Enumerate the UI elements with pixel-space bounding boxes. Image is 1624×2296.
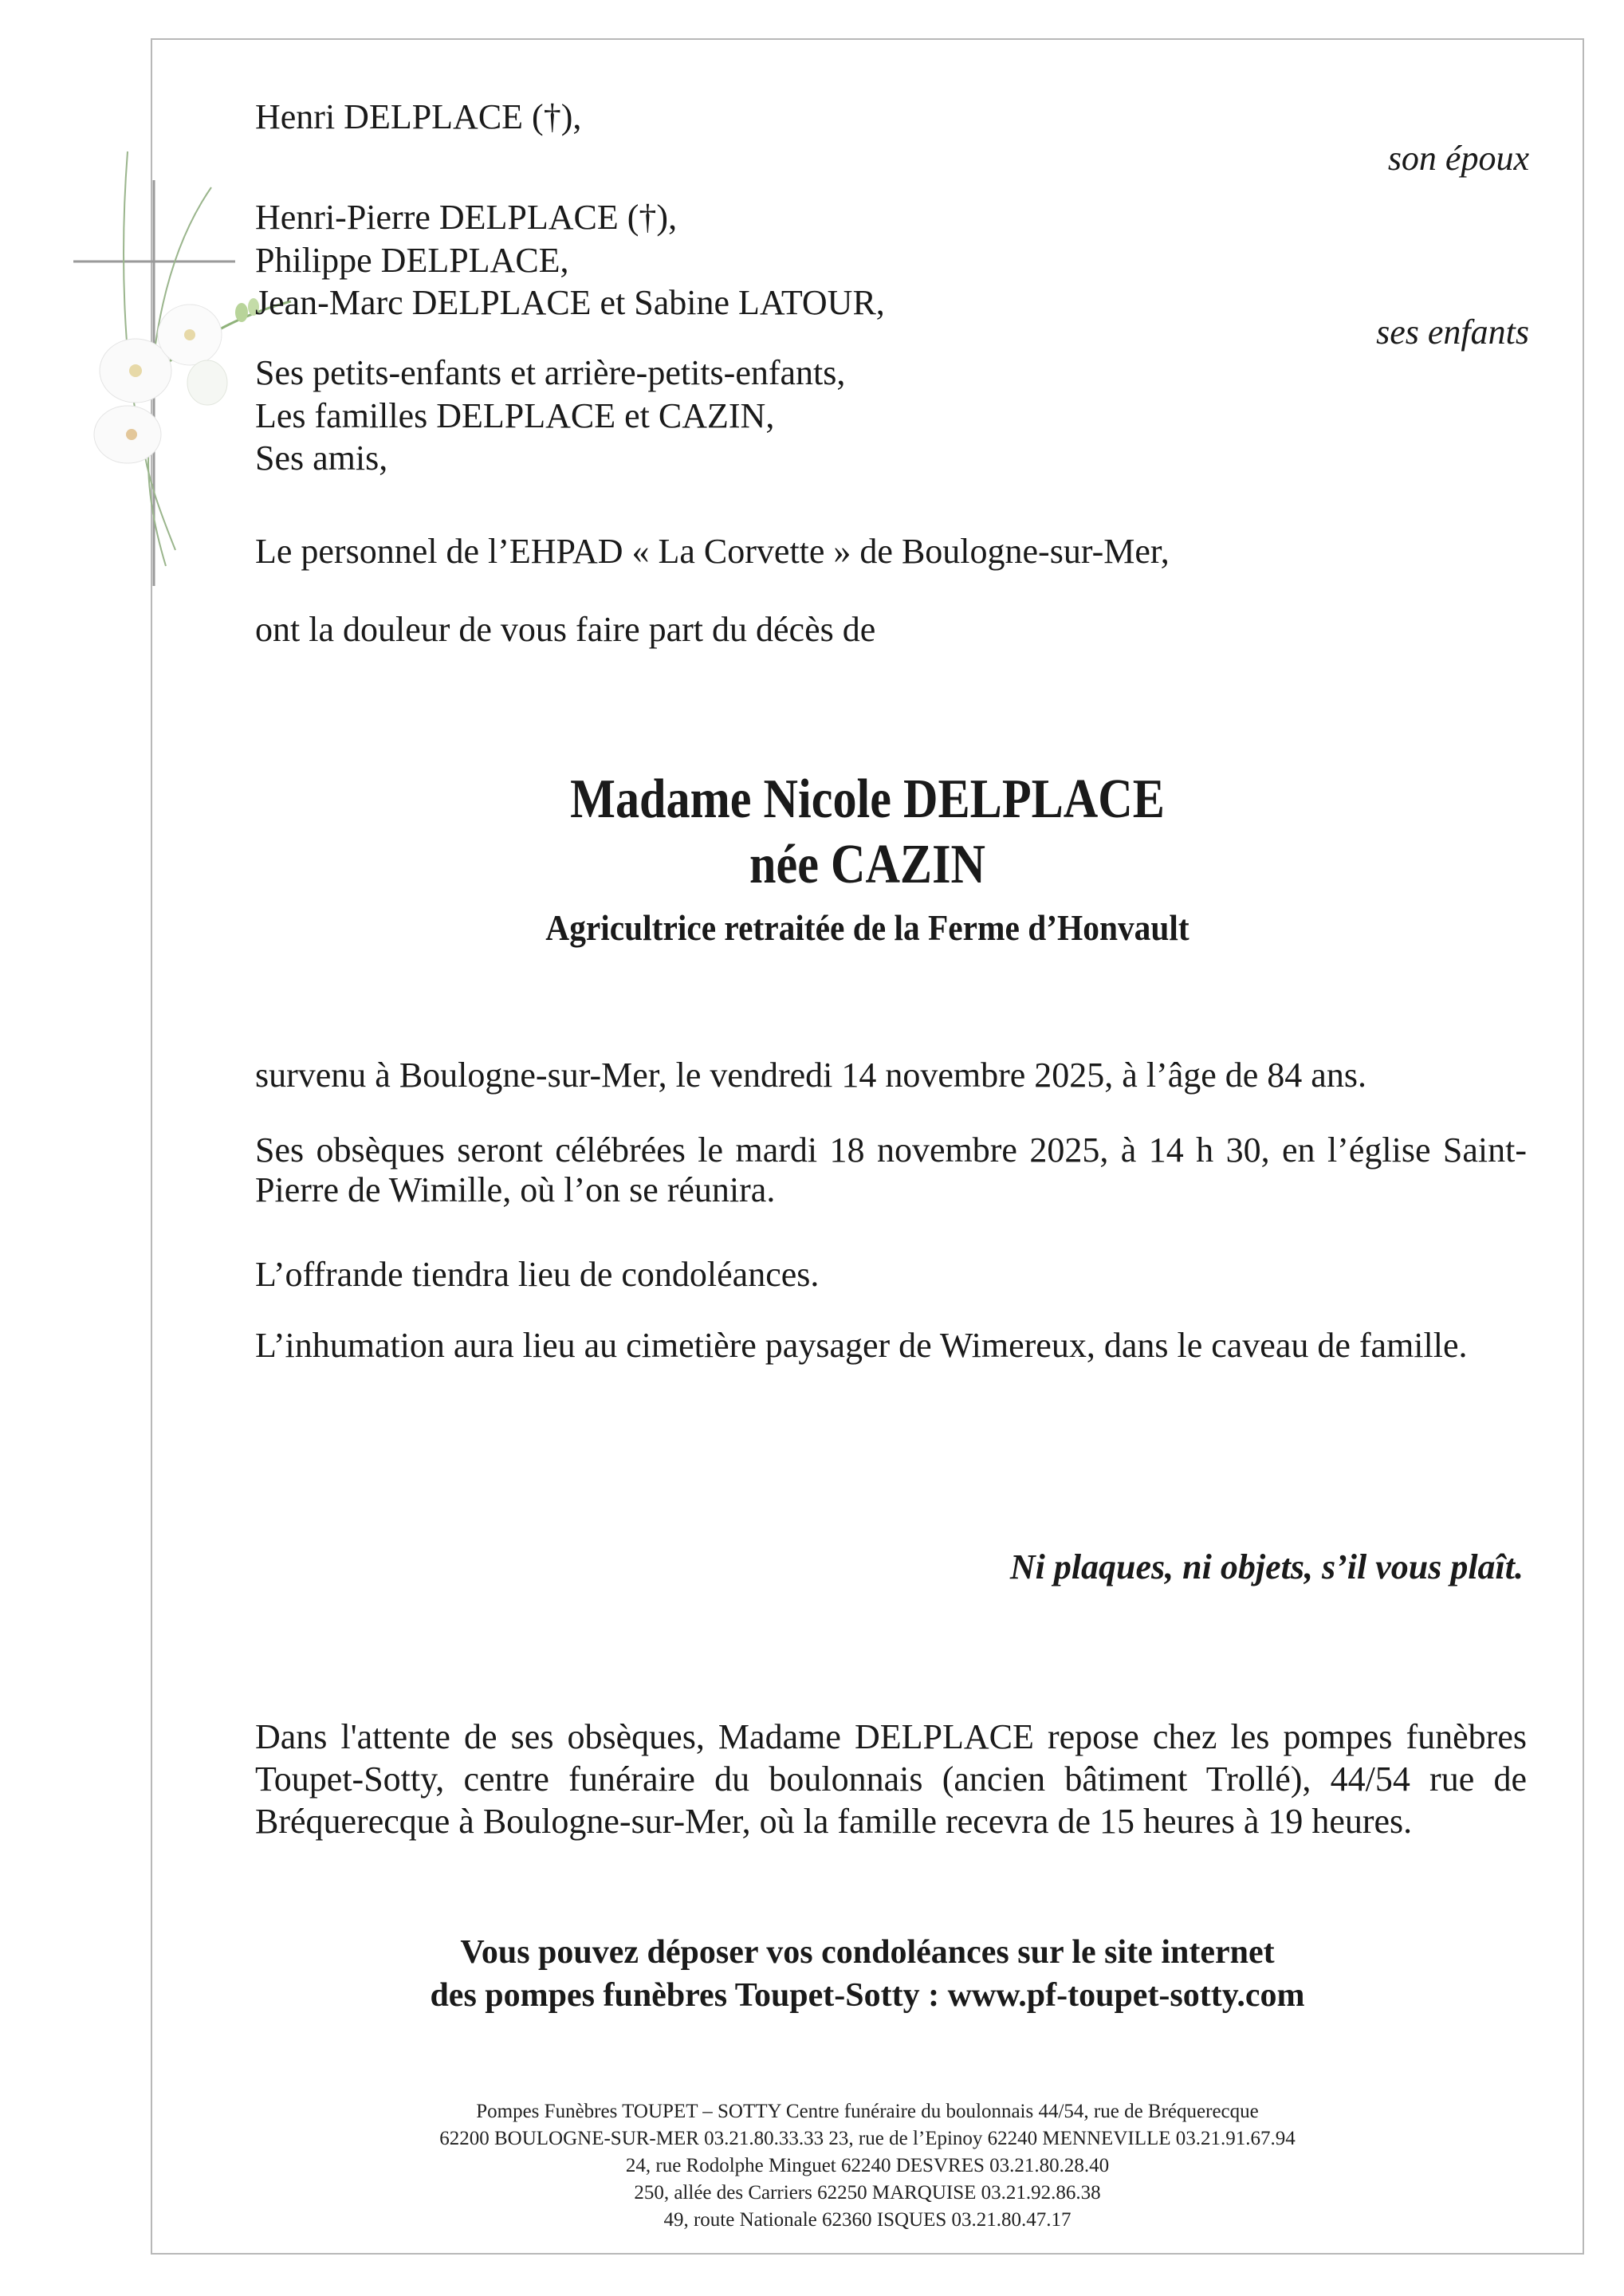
child-1: Henri-Pierre DELPLACE (†),: [255, 198, 678, 237]
condolences-line-1: Vous pouvez déposer vos condoléances sur le site internet: [460, 1934, 1275, 1971]
child-3: Jean-Marc DELPLACE et Sabine LATOUR,: [255, 283, 885, 322]
offering-notice: L’offrande tiendra lieu de condoléances.: [255, 1255, 820, 1294]
spouse-role: son époux: [1387, 139, 1529, 178]
families-line: Les familles DELPLACE et CAZIN,: [255, 396, 775, 435]
friends-line: Ses amis,: [255, 438, 388, 478]
spouse-name: Henri DELPLACE (†),: [255, 97, 582, 136]
deceased-maiden-name: née CAZIN: [749, 834, 985, 895]
no-plaques-note: Ni plaques, ni objets, s’il vous plaît.: [1009, 1547, 1524, 1586]
footer-line-3: 24, rue Rodolphe Minguet 62240 DESVRES 03.21.80.28.40: [625, 2155, 1110, 2176]
footer-line-2: 62200 BOULOGNE-SUR-MER 03.21.80.33.33 23, rue de l’Epinoy 62240 MENNEVILLE 03.21.91.67.94: [439, 2128, 1296, 2149]
footer-line-1: Pompes Funèbres TOUPET – SOTTY Centre funéraire du boulonnais 44/54, rue de Bréquerecque: [476, 2101, 1259, 2122]
grandchildren-line: Ses petits-enfants et arrière-petits-enfants,: [255, 353, 846, 392]
burial-details: L’inhumation aura lieu au cimetière paysager de Wimereux, dans le caveau de famille.: [255, 1326, 1468, 1365]
condolences-website-line[interactable]: des pompes funèbres Toupet-Sotty : www.pf-toupet-sotty.com: [430, 1977, 1305, 2014]
footer-line-4: 250, allée des Carriers 62250 MARQUISE 03.21.92.86.38: [634, 2182, 1101, 2204]
staff-line: Le personnel de l’EHPAD « La Corvette » de Boulogne-sur-Mer,: [255, 532, 1170, 571]
death-notice: survenu à Boulogne-sur-Mer, le vendredi 14 novembre 2025, à l’âge de 84 ans.: [255, 1056, 1366, 1095]
children-role: ses enfants: [1376, 313, 1529, 352]
rest-place-paragraph: Dans l'attente de ses obsèques, Madame DELPLACE repose chez les pompes funèbres Toupet-Sotty, centre funéraire du boulonnais (ancien bâtiment Trollé), 44/54 rue de Bréquerecque à Boulogne-sur-Mer, où la famille recevra de 15 heures à 19 heures.: [255, 1717, 1527, 1841]
funeral-details: Ses obsèques seront célébrées le mardi 18 novembre 2025, à 14 h 30, en l’église Saint-Pierre de Wimille, où l’on se réunira.: [255, 1130, 1527, 1209]
announcement-line: ont la douleur de vous faire part du décès de: [255, 610, 876, 649]
footer-line-5: 49, route Nationale 62360 ISQUES 03.21.80.47.17: [663, 2209, 1072, 2231]
deceased-name: Madame Nicole DELPLACE: [570, 769, 1165, 830]
child-2: Philippe DELPLACE,: [255, 241, 569, 280]
deceased-occupation: Agricultrice retraitée de la Ferme d’Honvault: [545, 907, 1189, 948]
